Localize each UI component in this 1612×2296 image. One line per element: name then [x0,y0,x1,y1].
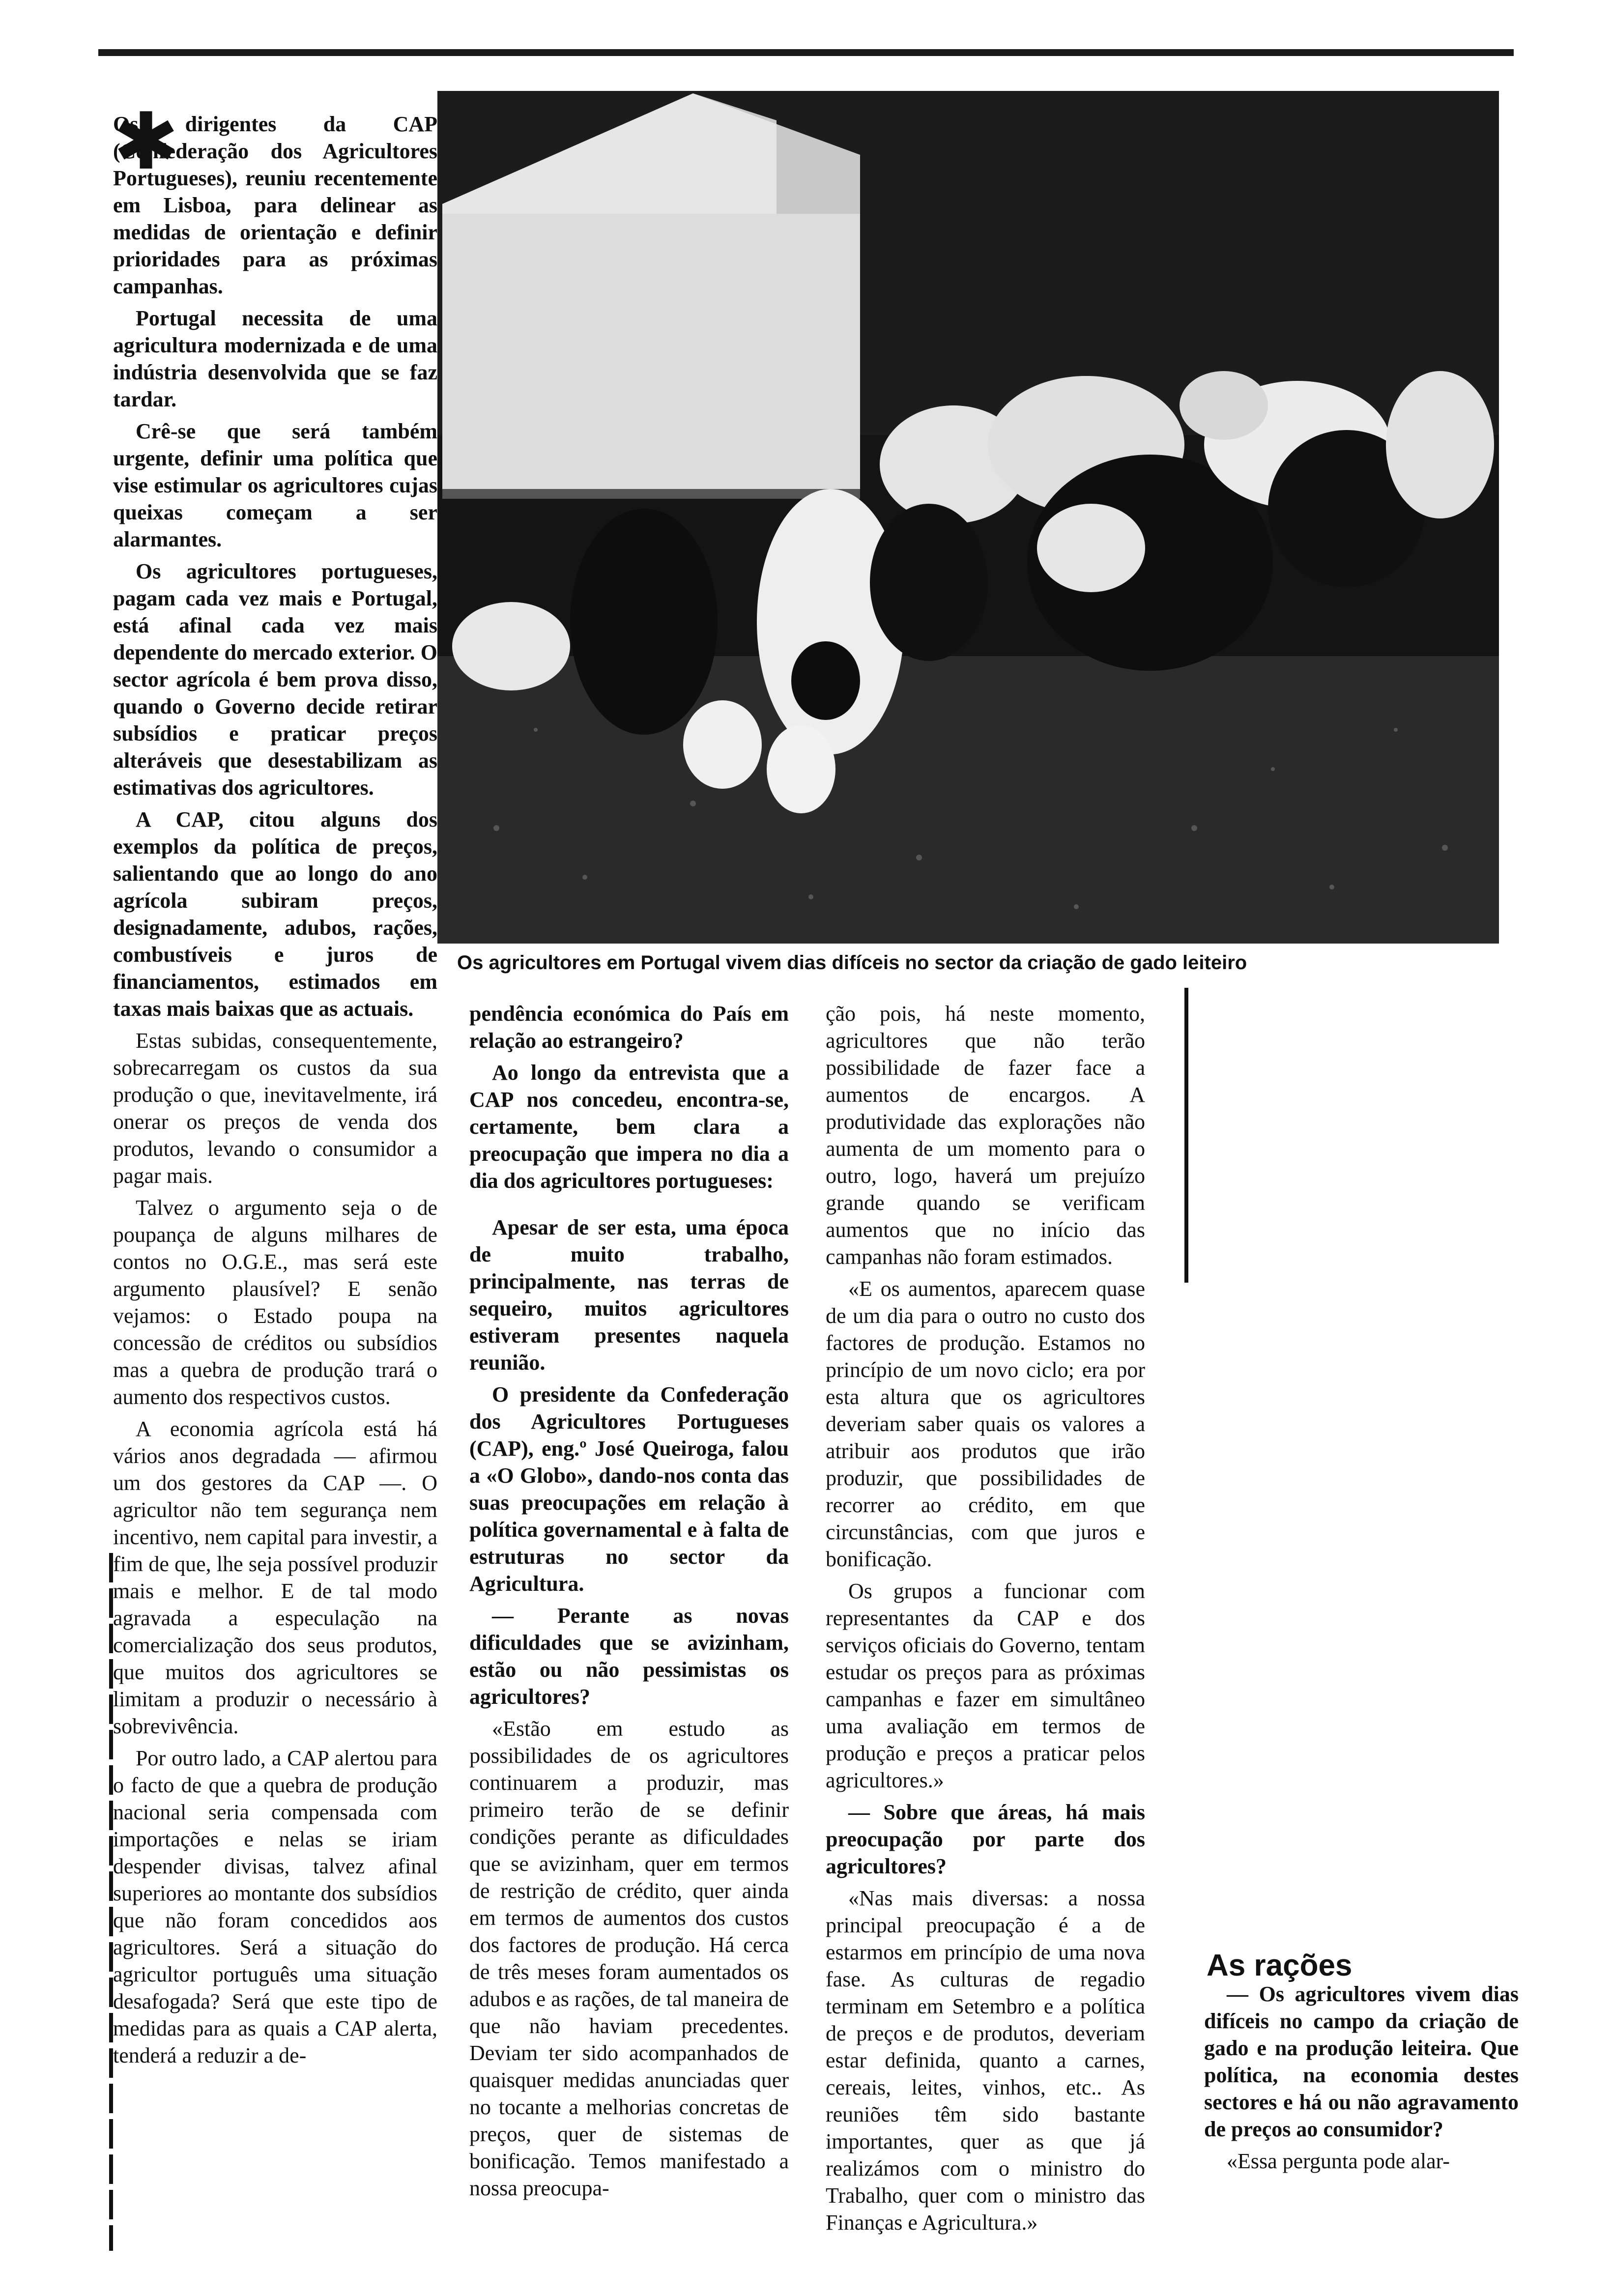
paragraph: «Estão em estudo as possibilidades de os agricultores continuarem a produzir, mas primeiro terão de se definir condições perante as dificuldades que se avizinham, quer em termos de restrição de crédito, quer ainda em termos de aumentos dos custos dos factores de produção. Há cerca de três meses foram aumentados os adubos e as rações, de tal maneira de que não haviam precedentes. Deviam ter sido acompanhados de quaisquer medidas anunciadas quer no tocante a melhorias concretas de preços, quer de sistemas de bonificação. Temos manifestado a nossa preocupa- [469,1717,789,2200]
paragraph: «Essa pergunta pode alar- [1227,2149,1450,2173]
question: — Os agricultores vivem dias difíceis no campo da criação de gado e na produção leiteira. Que política, na economia destes sectores e há ou não agravamento de preços ao consumidor? [1204,1982,1519,2141]
paragraph: Talvez o argumento seja o de poupança de alguns milhares de contos no O.G.E., mas será este argumento plausível? E senão vejamos: o Estado poupa na concessão de créditos ou subsídios mas a quebra de produção trará o aumento dos respectivos custos. [113,1196,437,1409]
paragraph: A CAP, citou alguns dos exemplos da política de preços, salientando que ao longo do ano agrícola subiram preços, designadamente, adubos, rações, combustíveis e juros de financiamentos, estimados em taxas mais baixas que as actuais. [113,807,437,1021]
section-subheading: As rações [1207,1949,1353,1982]
paragraph: «E os aumentos, aparecem quase de um dia para o outro no custo dos factores de produção. Estamos no princípio de um novo ciclo; era por esta altura que os agricultores deveriam saber quais os valores a atribuir aos produtos que irão produzir, que possibilidades de recorrer ao crédito, em que circunstâncias, com que juros e bonificação. [826,1277,1145,1571]
paragraph: Ao longo da entrevista que a CAP nos concedeu, encontra-se, certamente, bem clara a preocupação que impera no dia a dia dos agricultores portugueses: [469,1061,789,1193]
cattle-photo-illustration [437,91,1499,944]
margin-bar [109,1553,113,2251]
paragraph: Por outro lado, a CAP alertou para o facto de que a quebra de produção nacional seria compensada com importações e nelas se iriam despender divisas, talvez afinal superiores ao montante dos subsídios que não foram concedidos aos agricultores. Será a situação do agricultor português uma situação desafogada? Será que este tipo de medidas para as quais a CAP alerta, tenderá a reduzir a de- [113,1746,437,2067]
question: — Perante as novas dificuldades que se avizinham, estão ou não pessimistas os agricultores? [469,1604,789,1709]
article-column-4 [1204,1980,1519,2180]
paragraph: pendência económica do País em relação ao estrangeiro? [469,1002,789,1053]
paragraph: Estas subidas, consequentemente, sobrecarregam os custos da sua produção o que, inevitavelmente, irá onerar os preços de venda dos produtos, levando o consumidor a pagar mais. [113,1029,437,1188]
paragraph: Crê-se que será também urgente, definir uma política que vise estimular os agricultores cujas queixas começam a ser alarmantes. [113,419,437,551]
paragraph: «Nas mais diversas: a nossa principal preocupação é a de estarmos em princípio de uma nova fase. As culturas de regadio terminam em Setembro e a política de preços e de produtos, deveriam estar definida, quanto a carnes, cereais, leites, vinhos, etc.. As reuniões têm sido bastante importantes, quer as que já realizámos com o ministro do Trabalho, quer com o ministro das Finanças e Agricultura.» [826,1886,1145,2235]
paragraph: Os grupos a funcionar com representantes da CAP e dos serviços oficiais do Governo, tentam estudar os preços para as próximas campanhas e fazer em simultâneo uma avaliação em termos de produção e preços a praticar pelos agricultores.» [826,1579,1145,1792]
article-column-1 [113,95,437,2074]
paragraph: O presidente da Confederação dos Agricultores Portugueses (CAP), eng.º José Queiroga, falou a «O Globo», dando-nos conta das suas preocupações em relação à política governamental e à falta de estruturas no sector da Agricultura. [469,1382,789,1596]
question: — Sobre que áreas, há mais preocupação por parte dos agricultores? [826,1800,1145,1878]
article-column-2 [469,1000,789,2207]
lead-paragraph: Os dirigentes da CAP (Confederação dos Agricultores Portugueses), reuniu recentemente em Lisboa, para delinear as medidas de orientação e definir prioridades para as próximas campanhas. [113,112,437,298]
cattle-photo [437,91,1499,944]
article-column-3 [826,1000,1145,2241]
paragraph: Apesar de ser esta, uma época de muito trabalho, principalmente, nas terras de sequeiro, muitos agricultores estiveram presentes naquela reunião. [469,1215,789,1375]
paragraph: Portugal necessita de uma agricultura modernizada e de uma indústria desenvolvida que se faz tardar. [113,306,437,411]
column-rule [1184,988,1188,1283]
asterisk-icon: ✱ [113,95,179,187]
paragraph: Os agricultores portugueses, pagam cada vez mais e Portugal, está afinal cada vez mais dependente do mercado exterior. O sector agrícola é bem prova disso, quando o Governo decide retirar subsídios e praticar preços alteráveis que desestabilizam as estimativas dos agricultores. [113,559,437,800]
top-rule [98,49,1514,56]
photo-caption: Os agricultores em Portugal vivem dias difíceis no sector da criação de gado leiteiro [457,952,1247,974]
paragraph: A economia agrícola está há vários anos degradada — afirmou um dos gestores da CAP —. O agricultor não tem segurança nem incentivo, nem capital para investir, a fim de que, lhe seja possível produzir mais e melhor. E de tal modo agravada a especulação na comercialização dos seus produtos, que muitos dos agricultores se limitam a produzir o necessário à sobrevivência. [113,1417,437,1738]
paragraph: ção pois, há neste momento, agricultores que não terão possibilidade de fazer face a aumentos de encargos. A produtividade das explorações não aumenta de um momento para o outro, logo, haverá um prejuízo grande quando se verificam aumentos que no início das campanhas não foram estimados. [826,1002,1145,1269]
